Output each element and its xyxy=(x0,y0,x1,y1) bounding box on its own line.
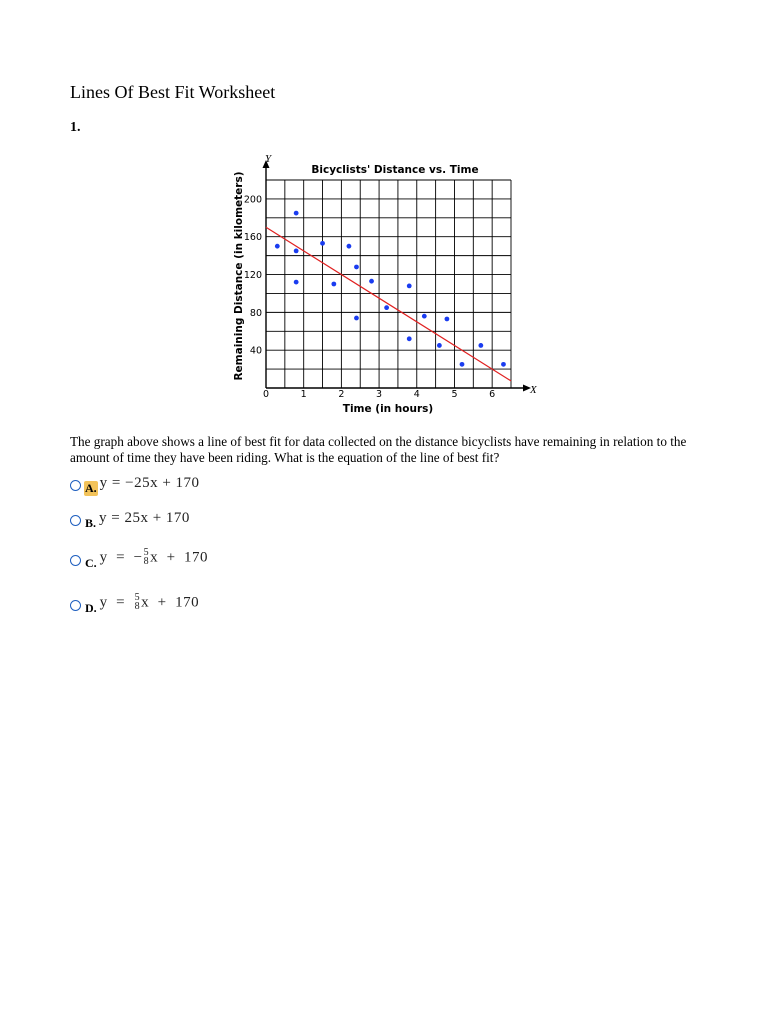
choice-d[interactable] xyxy=(70,594,199,616)
chart-svg xyxy=(228,150,548,420)
data-point xyxy=(422,314,427,319)
x-tick-label: 6 xyxy=(489,389,496,400)
choice-d-frac-den: 8 xyxy=(134,601,141,612)
x-tick-label: 4 xyxy=(413,389,420,400)
best-fit-line xyxy=(266,227,511,381)
choice-c-frac-num: 5 xyxy=(143,547,150,558)
x-axis-letter: X xyxy=(530,384,537,396)
choice-a[interactable] xyxy=(70,474,200,496)
choice-b-equation: y = 25x + 170 xyxy=(99,509,190,526)
data-point xyxy=(294,211,299,216)
x-axis-label: Time (in hours) xyxy=(342,403,434,415)
question-number: 1. xyxy=(70,120,81,135)
x-tick-label: 3 xyxy=(376,389,383,400)
y-tick-label: 120 xyxy=(243,270,262,282)
data-point xyxy=(407,336,412,341)
choice-c-equation xyxy=(100,549,208,567)
choice-c-frac-den: 8 xyxy=(143,556,150,567)
data-point xyxy=(275,244,280,249)
data-point xyxy=(501,362,506,367)
data-point xyxy=(347,244,352,249)
chart-axes xyxy=(263,160,532,392)
choice-c-suffix: x + 170 xyxy=(150,549,209,566)
choice-d-frac-num: 5 xyxy=(134,592,141,603)
radio-button-d[interactable] xyxy=(70,600,81,611)
data-point xyxy=(437,343,442,348)
choice-a-equation: y = −25x + 170 xyxy=(99,474,200,491)
radio-button-b[interactable] xyxy=(70,515,81,526)
x-tick-label: 5 xyxy=(451,389,458,400)
radio-button-c[interactable] xyxy=(70,555,81,566)
data-point xyxy=(354,265,359,270)
y-tick-label: 40 xyxy=(249,345,262,357)
choice-c-fraction xyxy=(144,548,150,566)
data-point xyxy=(331,282,336,287)
y-axis-label: Remaining Distance (in kilometers) xyxy=(233,171,245,381)
choice-d-prefix: y = xyxy=(99,594,134,611)
y-tick-label: 80 xyxy=(249,307,262,319)
data-points-layer xyxy=(275,211,506,367)
page-title: Lines Of Best Fit Worksheet xyxy=(70,82,276,102)
chart-grid xyxy=(266,180,511,388)
data-point xyxy=(294,280,299,285)
x-tick-label: 0 xyxy=(262,389,270,400)
scatter-chart xyxy=(228,150,548,420)
chart-title: Bicyclists' Distance vs. Time xyxy=(311,164,479,176)
data-point xyxy=(369,279,374,284)
data-point xyxy=(294,249,299,254)
choice-b-letter: B. xyxy=(85,515,97,530)
y-tick-label: 200 xyxy=(243,194,262,206)
question-text: The graph above shows a line of best fit for data collected on the distance bicyclists have remaining in relation to the amount of time they have been riding. What is the equation of the line of best fit? xyxy=(70,434,687,465)
data-point xyxy=(320,241,325,246)
data-point xyxy=(460,362,465,367)
choice-d-fraction xyxy=(135,593,141,611)
data-point xyxy=(407,283,412,288)
choice-c[interactable] xyxy=(70,549,208,571)
choice-d-suffix: x + 170 xyxy=(141,594,200,611)
x-tick-label: 1 xyxy=(300,389,307,400)
data-point xyxy=(445,317,450,322)
choice-a-letter: A. xyxy=(85,480,97,495)
x-tick-label: 2 xyxy=(338,389,345,400)
y-tick-label: 160 xyxy=(243,232,262,244)
choice-d-letter: D. xyxy=(85,600,97,615)
choice-c-prefix: y = − xyxy=(99,549,143,566)
best-fit-line-layer xyxy=(266,227,511,381)
data-point xyxy=(384,305,389,310)
choice-c-letter: C. xyxy=(85,555,97,570)
radio-button-a[interactable] xyxy=(70,480,81,491)
data-point xyxy=(354,316,359,321)
choice-b[interactable] xyxy=(70,509,190,531)
data-point xyxy=(478,343,483,348)
choice-d-equation xyxy=(100,594,199,612)
y-axis-letter: Y xyxy=(265,153,272,165)
